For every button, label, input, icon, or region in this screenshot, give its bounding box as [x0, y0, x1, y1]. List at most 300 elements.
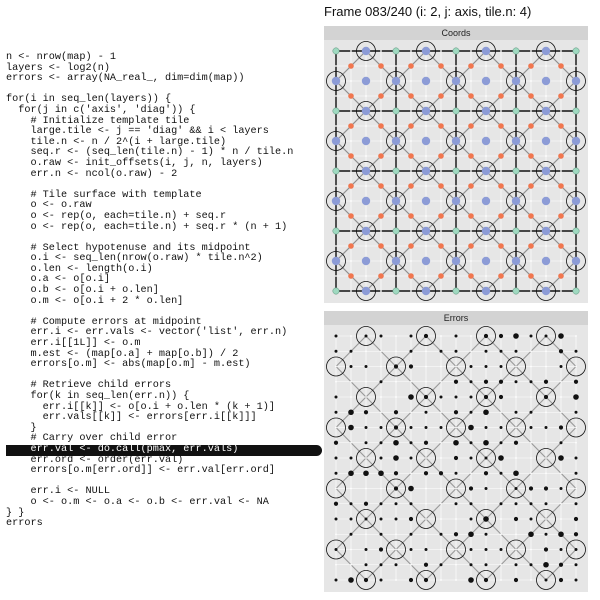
error-dot — [440, 442, 442, 444]
coarse-dot — [482, 287, 490, 295]
grid-dot — [440, 50, 442, 52]
coarse-dot — [542, 137, 550, 145]
error-dot — [484, 334, 488, 338]
error-dot — [500, 533, 502, 535]
midpoint-dot — [528, 213, 534, 219]
code-line: # Initialize template tile — [6, 115, 190, 127]
error-dot — [410, 548, 413, 551]
midpoint-dot — [438, 243, 444, 249]
grid-dot — [380, 140, 382, 142]
grid-dot — [500, 140, 502, 142]
error-dot — [394, 364, 398, 368]
coarse-dot — [542, 257, 550, 265]
grid-dot — [470, 110, 472, 112]
midpoint-dot — [498, 93, 504, 99]
error-dot — [410, 441, 413, 444]
error-dot — [560, 396, 562, 398]
grid-dot — [515, 65, 517, 67]
error-dot — [408, 394, 414, 400]
grid-dot — [485, 185, 487, 187]
error-dot — [335, 427, 337, 429]
error-dot — [380, 488, 382, 490]
grid-dot — [365, 95, 367, 97]
grid-dot — [530, 140, 532, 142]
grid-dot — [545, 215, 547, 217]
error-dot — [455, 549, 457, 551]
error-dot — [515, 563, 518, 566]
grid-dot — [410, 50, 412, 52]
coarse-dot — [332, 257, 340, 265]
error-dot — [364, 502, 368, 506]
grid-dot — [575, 245, 577, 247]
grid-dot — [365, 185, 367, 187]
error-dot — [380, 366, 382, 368]
grid-dot — [380, 230, 382, 232]
error-dot — [424, 441, 428, 445]
error-dot — [350, 381, 352, 383]
error-dot — [409, 364, 413, 368]
code-line: # Retrieve child errors — [6, 380, 172, 392]
code-line: o.m <- o[o.i + 2 * o.len] — [6, 295, 184, 307]
grid-dot — [395, 245, 397, 247]
error-dot — [350, 502, 353, 505]
grid-dot — [440, 260, 442, 262]
error-dot — [424, 563, 428, 567]
midpoint-dot — [498, 123, 504, 129]
coarse-dot — [362, 257, 370, 265]
coords-plot — [324, 40, 588, 303]
grid-dot — [500, 260, 502, 262]
grid-dot — [365, 275, 367, 277]
grid-dot — [545, 65, 547, 67]
error-dot — [350, 442, 352, 444]
coarse-dot — [392, 77, 400, 85]
error-dot — [364, 410, 368, 414]
midpoint-dot — [438, 63, 444, 69]
error-dot — [348, 425, 354, 431]
error-dot — [350, 488, 352, 490]
coarse-dot — [422, 227, 430, 235]
grid-dot — [380, 200, 382, 202]
code-line: # Tile surface with template — [6, 189, 202, 201]
error-dot — [484, 395, 488, 399]
grid-dot — [380, 170, 382, 172]
coarse-dot — [482, 77, 490, 85]
coarse-dot — [572, 77, 580, 85]
grid-dot — [455, 65, 457, 67]
error-dot — [485, 487, 488, 490]
midpoint-dot — [498, 183, 504, 189]
error-dot — [410, 411, 412, 413]
error-dot — [380, 396, 382, 398]
midpoint-dot — [348, 243, 354, 249]
error-dot — [515, 380, 518, 383]
grid-dot — [350, 140, 352, 142]
error-dot — [573, 394, 579, 400]
error-dot — [365, 457, 367, 459]
midpoint-dot — [558, 93, 564, 99]
error-dot — [395, 518, 398, 521]
midpoint-dot — [438, 213, 444, 219]
error-dot — [530, 411, 533, 414]
code-line: err.i[[1L]] <- o.m — [6, 338, 141, 350]
grid-dot — [440, 290, 442, 292]
grid-dot — [380, 50, 382, 52]
error-dot — [365, 441, 368, 444]
error-dot — [560, 365, 563, 368]
code-line: err.ord <- order(err.val) — [6, 454, 184, 466]
error-dot — [470, 335, 472, 337]
error-dot — [425, 503, 427, 505]
midpoint-dot — [408, 243, 414, 249]
coarse-dot — [512, 197, 520, 205]
error-dot — [470, 502, 473, 505]
error-dot — [394, 410, 398, 414]
corner-dot — [393, 168, 399, 174]
grid-dot — [365, 245, 367, 247]
corner-dot — [573, 288, 579, 294]
coarse-dot — [452, 137, 460, 145]
midpoint-dot — [408, 213, 414, 219]
error-dot — [409, 578, 413, 582]
grid-dot — [440, 170, 442, 172]
error-dot — [575, 563, 578, 566]
coarse-dot — [482, 47, 490, 55]
code-line: o.raw <- init_offsets(i, j, n, layers) — [6, 157, 263, 169]
error-dot — [500, 426, 503, 429]
midpoint-dot — [558, 183, 564, 189]
midpoint-dot — [498, 243, 504, 249]
error-dot — [545, 350, 547, 352]
midpoint-dot — [498, 153, 504, 159]
corner-dot — [453, 48, 459, 54]
grid-dot — [575, 95, 577, 97]
error-dot — [574, 380, 578, 384]
error-dot — [455, 488, 457, 490]
grid-dot — [380, 260, 382, 262]
error-dot — [545, 472, 547, 474]
grid-dot — [560, 110, 562, 112]
error-dot — [335, 488, 337, 490]
grid-dot — [500, 230, 502, 232]
error-dot — [575, 488, 577, 490]
midpoint-dot — [468, 183, 474, 189]
grid-dot — [455, 245, 457, 247]
corner-dot — [393, 288, 399, 294]
corner-dot — [333, 48, 339, 54]
error-dot — [575, 472, 578, 475]
error-dot — [575, 502, 578, 505]
error-dot — [500, 579, 502, 581]
error-dot — [545, 426, 548, 429]
error-dot — [575, 548, 578, 551]
error-dot — [440, 350, 443, 353]
coarse-dot — [362, 137, 370, 145]
code-line: err.i <- NULL — [6, 486, 110, 498]
grid-dot — [410, 80, 412, 82]
grid-dot — [365, 125, 367, 127]
grid-dot — [410, 200, 412, 202]
corner-dot — [333, 108, 339, 114]
coarse-dot — [572, 137, 580, 145]
error-dot — [574, 517, 578, 521]
grid-dot — [425, 245, 427, 247]
error-dot — [484, 380, 488, 384]
grid-dot — [515, 185, 517, 187]
midpoint-dot — [558, 63, 564, 69]
frame-title: Frame 083/240 (i: 2, j: axis, tile.n: 4) — [324, 4, 532, 19]
midpoint-dot — [378, 123, 384, 129]
coords-panel-title: Coords — [324, 26, 588, 40]
code-line: n <- nrow(map) - 1 — [6, 52, 117, 63]
midpoint-dot — [438, 153, 444, 159]
coarse-dot — [482, 197, 490, 205]
grid-dot — [335, 95, 337, 97]
error-dot — [425, 488, 427, 490]
coarse-dot — [452, 77, 460, 85]
coarse-dot — [542, 227, 550, 235]
grid-dot — [485, 155, 487, 157]
error-dot — [558, 333, 564, 339]
error-dot — [424, 395, 428, 399]
code-line: err.vals[[k]] <- errors[err.i[[k]]] — [6, 412, 257, 424]
error-dot — [500, 350, 503, 353]
error-dot — [515, 350, 518, 353]
code-line: for(j in c('axis', 'diag')) { — [6, 104, 196, 116]
grid-dot — [425, 65, 427, 67]
error-dot — [515, 549, 517, 551]
midpoint-dot — [408, 183, 414, 189]
midpoint-dot — [558, 273, 564, 279]
error-dot — [498, 455, 504, 461]
grid-dot — [395, 185, 397, 187]
grid-dot — [545, 185, 547, 187]
corner-dot — [393, 228, 399, 234]
grid-dot — [575, 125, 577, 127]
code-line: errors[o.m[err.ord]] <- err.val[err.ord] — [6, 465, 275, 477]
grid-dot — [530, 110, 532, 112]
corner-dot — [513, 228, 519, 234]
code-line: # Carry over child error — [6, 433, 178, 445]
error-dot — [348, 409, 354, 415]
error-dot — [410, 457, 413, 460]
grid-dot — [485, 65, 487, 67]
error-dot — [380, 533, 383, 536]
midpoint-dot — [348, 183, 354, 189]
error-dot — [530, 380, 533, 383]
error-dot — [440, 518, 442, 520]
error-dot — [483, 440, 489, 446]
corner-dot — [513, 288, 519, 294]
error-dot — [394, 471, 398, 475]
code-listing — [6, 53, 322, 530]
error-dot — [470, 411, 473, 414]
code-line: errors — [6, 518, 43, 530]
grid-dot — [500, 80, 502, 82]
grid-dot — [410, 140, 412, 142]
error-dot — [470, 518, 473, 521]
error-dot — [545, 533, 548, 536]
error-dot — [560, 381, 562, 383]
error-dot — [515, 427, 517, 429]
error-dot — [468, 425, 474, 431]
grid-dot — [470, 290, 472, 292]
error-dot — [484, 471, 488, 475]
coarse-dot — [542, 197, 550, 205]
error-dot — [424, 334, 428, 338]
code-line: # Compute errors at midpoint — [6, 316, 202, 328]
error-dot — [393, 440, 399, 446]
grid-dot — [395, 275, 397, 277]
error-dot — [410, 350, 413, 353]
error-dot — [470, 563, 473, 566]
error-dot — [365, 488, 367, 490]
error-dot — [365, 396, 367, 398]
error-dot — [425, 548, 428, 551]
coarse-dot — [512, 77, 520, 85]
coarse-dot — [512, 137, 520, 145]
error-dot — [500, 548, 503, 551]
grid-dot — [470, 80, 472, 82]
midpoint-dot — [558, 243, 564, 249]
grid-dot — [440, 230, 442, 232]
code-line: # Select hypotenuse and its midpoint — [6, 242, 251, 254]
error-dot — [515, 533, 517, 535]
error-dot — [545, 457, 547, 459]
midpoint-dot — [468, 93, 474, 99]
grid-dot — [440, 80, 442, 82]
midpoint-dot — [468, 213, 474, 219]
error-dot — [485, 503, 487, 505]
error-dot — [499, 395, 503, 399]
error-dot — [409, 517, 413, 521]
midpoint-dot — [498, 63, 504, 69]
midpoint-dot — [558, 213, 564, 219]
grid-dot — [380, 290, 382, 292]
grid-dot — [560, 140, 562, 142]
error-dot — [335, 518, 338, 521]
coarse-dot — [392, 257, 400, 265]
grid-dot — [425, 155, 427, 157]
grid-dot — [470, 260, 472, 262]
coarse-dot — [362, 167, 370, 175]
grid-dot — [560, 170, 562, 172]
error-dot — [575, 411, 578, 414]
grid-dot — [395, 215, 397, 217]
error-dot — [455, 396, 458, 399]
grid-dot — [425, 95, 427, 97]
coarse-dot — [422, 197, 430, 205]
error-dot — [408, 486, 414, 492]
grid-dot — [380, 80, 382, 82]
error-dot — [410, 533, 413, 536]
grid-dot — [485, 215, 487, 217]
grid-dot — [335, 275, 337, 277]
error-dot — [544, 380, 548, 384]
error-dot — [545, 579, 548, 582]
error-dot — [530, 457, 532, 459]
grid-dot — [575, 155, 577, 157]
midpoint-dot — [468, 273, 474, 279]
grid-dot — [575, 185, 577, 187]
grid-dot — [455, 95, 457, 97]
error-dot — [575, 442, 577, 444]
error-dot — [558, 531, 564, 537]
grid-dot — [545, 125, 547, 127]
corner-dot — [453, 108, 459, 114]
coarse-dot — [362, 227, 370, 235]
error-dot — [395, 549, 397, 551]
error-dot — [335, 564, 337, 566]
error-dot — [364, 578, 368, 582]
error-dot — [350, 549, 352, 551]
error-dot — [485, 548, 488, 551]
grid-dot — [560, 260, 562, 262]
error-dot — [380, 380, 383, 383]
grid-dot — [560, 200, 562, 202]
coarse-dot — [482, 257, 490, 265]
coarse-dot — [362, 197, 370, 205]
error-dot — [514, 578, 518, 582]
corner-dot — [513, 168, 519, 174]
coarse-dot — [422, 107, 430, 115]
error-dot — [514, 441, 518, 445]
grid-dot — [395, 95, 397, 97]
error-dot — [483, 409, 489, 415]
error-dot — [530, 426, 533, 429]
grid-dot — [500, 170, 502, 172]
midpoint-dot — [378, 273, 384, 279]
midpoint-dot — [528, 243, 534, 249]
error-dot — [545, 366, 547, 368]
error-dot — [440, 549, 442, 551]
error-dot — [335, 548, 338, 551]
midpoint-dot — [348, 213, 354, 219]
coarse-dot — [452, 197, 460, 205]
error-dot — [440, 533, 443, 536]
coarse-dot — [332, 77, 340, 85]
grid-dot — [440, 110, 442, 112]
error-dot — [499, 334, 503, 338]
error-dot — [455, 472, 458, 475]
code-line: } } — [6, 507, 25, 519]
grid-dot — [515, 275, 517, 277]
error-dot — [455, 564, 457, 566]
coarse-dot — [482, 227, 490, 235]
grid-dot — [530, 50, 532, 52]
error-dot — [440, 381, 442, 383]
error-dot — [335, 381, 337, 383]
coarse-dot — [362, 107, 370, 115]
error-dot — [335, 457, 338, 460]
grid-dot — [530, 230, 532, 232]
error-dot — [575, 335, 577, 337]
grid-dot — [335, 215, 337, 217]
corner-dot — [573, 108, 579, 114]
coarse-dot — [332, 197, 340, 205]
error-dot — [470, 350, 472, 352]
midpoint-dot — [378, 213, 384, 219]
error-dot — [394, 486, 398, 490]
error-dot — [515, 396, 517, 398]
error-dot — [485, 426, 488, 429]
error-dot — [335, 366, 337, 368]
grid-dot — [365, 215, 367, 217]
error-dot — [544, 547, 548, 551]
error-dot — [530, 502, 533, 505]
error-dot — [395, 502, 398, 505]
midpoint-dot — [378, 183, 384, 189]
